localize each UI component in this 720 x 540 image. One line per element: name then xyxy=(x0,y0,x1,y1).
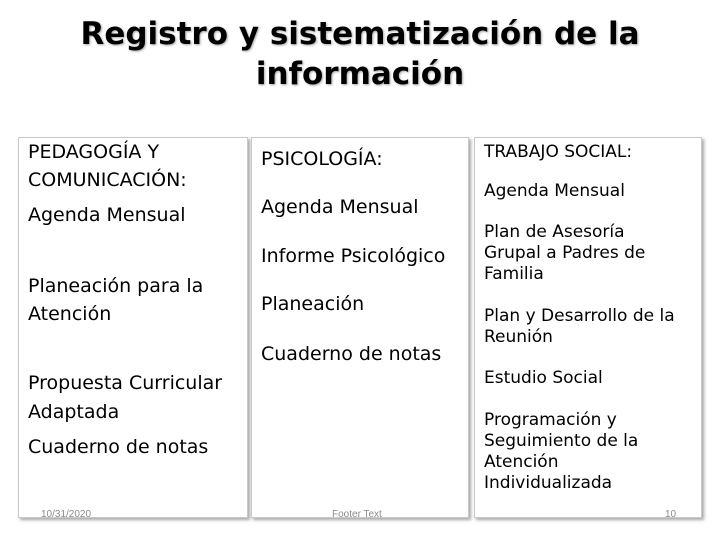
trabajo-social-item: Grupal a Padres de xyxy=(484,243,646,263)
pedagogia-heading-line-1: PEDAGOGÍA Y xyxy=(28,141,160,163)
pedagogia-item: Atención xyxy=(28,303,112,325)
slide-title-line-1: Registro y sistematización de la xyxy=(80,16,640,52)
trabajo-social-item: Seguimiento de la xyxy=(484,431,639,451)
page-number: 10 xyxy=(665,509,677,520)
trabajo-social-heading: TRABAJO SOCIAL: xyxy=(484,142,633,162)
psicologia-panel xyxy=(251,137,469,518)
trabajo-social-item: Programación y xyxy=(484,410,617,430)
slide-title-line-2: información xyxy=(255,56,465,92)
pedagogia-item: Propuesta Curricular xyxy=(28,372,223,394)
pedagogia-heading-line-2: COMUNICACIÓN: xyxy=(28,169,187,191)
slide-title xyxy=(60,14,660,94)
pedagogia-item: Cuaderno de notas xyxy=(28,436,209,458)
trabajo-social-item: Estudio Social xyxy=(484,368,603,388)
pedagogia-panel xyxy=(18,137,248,518)
trabajo-social-item: Familia xyxy=(484,264,544,284)
psicologia-item: Agenda Mensual xyxy=(261,196,419,218)
psicologia-item: Informe Psicológico xyxy=(261,245,446,267)
trabajo-social-item: Plan y Desarrollo de la xyxy=(484,306,675,326)
pedagogia-item: Planeación para la xyxy=(28,275,204,297)
trabajo-social-item: Individualizada xyxy=(484,473,613,493)
footer-date: 10/31/2020 xyxy=(41,509,92,520)
pedagogia-item: Agenda Mensual xyxy=(28,204,186,226)
trabajo-social-item: Atención xyxy=(484,452,559,472)
trabajo-social-item: Reunión xyxy=(484,327,553,347)
trabajo-social-panel xyxy=(474,137,702,518)
trabajo-social-item: Agenda Mensual xyxy=(484,181,625,201)
psicologia-heading: PSICOLOGÍA: xyxy=(261,148,383,170)
psicologia-item: Cuaderno de notas xyxy=(261,343,442,365)
pedagogia-item: Adaptada xyxy=(28,401,120,423)
psicologia-item: Planeación xyxy=(261,293,365,315)
footer-text: Footer Text xyxy=(332,509,382,520)
trabajo-social-item: Plan de Asesoría xyxy=(484,222,625,242)
